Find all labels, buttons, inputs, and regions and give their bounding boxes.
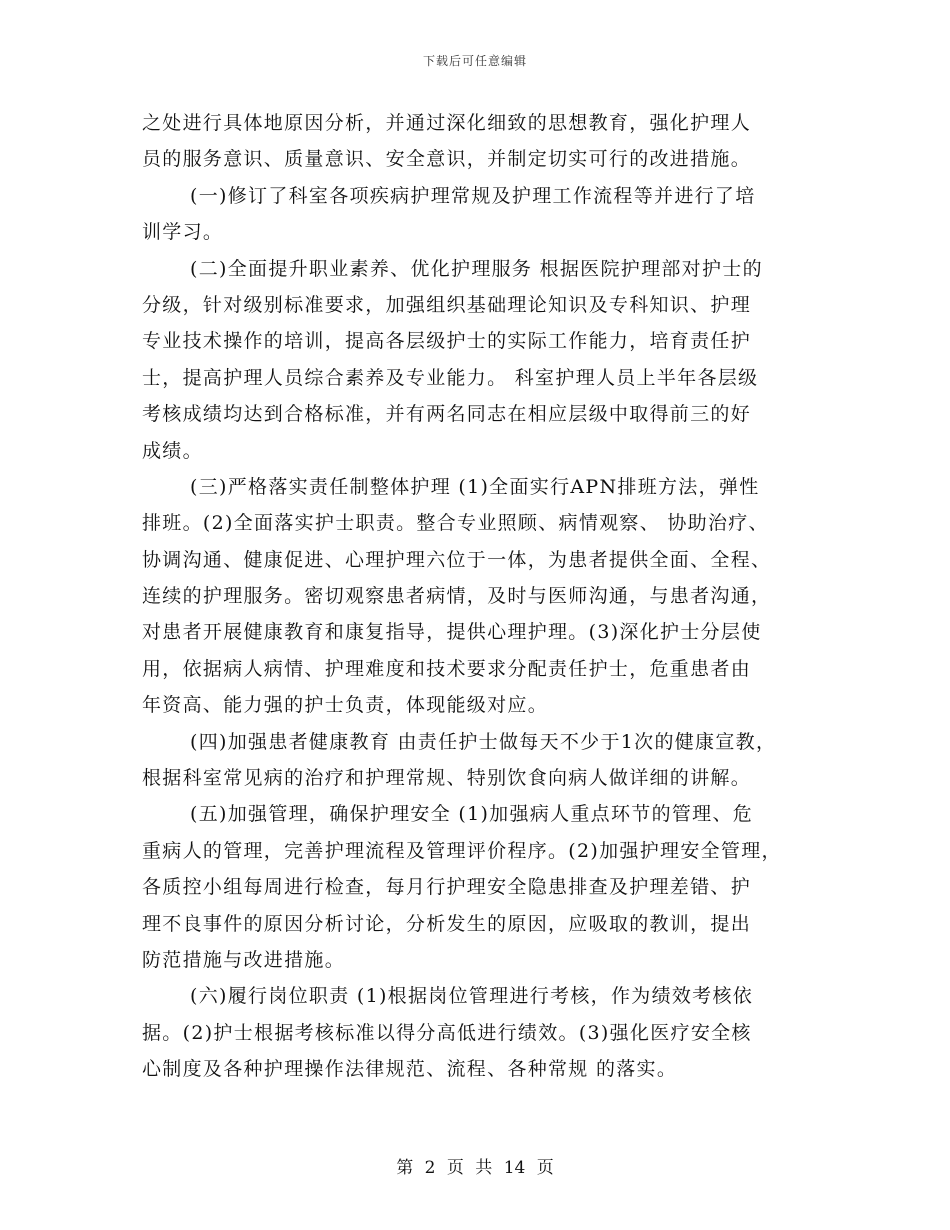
text-line: 根据科室常见病的治疗和护理常规、特别饮食向病人做详细的讲解。 — [142, 767, 752, 790]
text-line: 排班。(2)全面落实护士职责。整合专业照顾、病情观察、 协助治疗、 — [142, 512, 769, 535]
text-line: 考核成绩均达到合格标准，并有两名同志在相应层级中取得前三的好 — [142, 403, 752, 426]
text-line: (四)加强患者健康教育 由责任护士做每天不少于1次的健康宣教， — [190, 730, 777, 753]
text-line: 据。(2)护士根据考核标准以得分高低进行绩效。(3)强化医疗安全核 — [142, 1021, 752, 1044]
text-line: 训学习。 — [142, 221, 224, 244]
text-line: 理不良事件的原因分析讨论，分析发生的原因，应吸取的教训，提出 — [142, 912, 752, 935]
text-line: 分级，针对级别标准要求，加强组织基础理论知识及专科知识、护理 — [142, 293, 752, 316]
text-line: (五)加强管理，确保护理安全 (1)加强病人重点环节的管理、危 — [190, 803, 754, 826]
text-line: 协调沟通、健康促进、心理护理六位于一体，为患者提供全面、全程、 — [142, 548, 772, 571]
text-line: 防范措施与改进措施。 — [142, 948, 346, 971]
text-line: 对患者开展健康教育和康复指导，提供心理护理。(3)深化护士分层使 — [142, 621, 762, 644]
text-line: 重病人的管理，完善护理流程及管理评价程序。(2)加强护理安全管理， — [142, 839, 782, 862]
text-line: 士，提高护理人员综合素养及专业能力。 科室护理人员上半年各层级 — [142, 366, 759, 389]
text-line: 员的服务意识、质量意识、安全意识，并制定切实可行的改进措施。 — [142, 148, 752, 171]
text-line: 心制度及各种护理操作法律规范、流程、各种常规 的落实。 — [142, 1058, 678, 1081]
document-body — [142, 105, 812, 1088]
page-header: 下载后可任意编辑 — [422, 54, 527, 68]
text-line: 连续的护理服务。密切观察患者病情，及时与医师沟通，与患者沟通， — [142, 585, 772, 608]
text-line: (六)履行岗位职责 (1)根据岗位管理进行考核，作为绩效考核依 — [190, 985, 754, 1008]
text-line: (二)全面提升职业素养、优化护理服务 根据医院护理部对护士的 — [190, 257, 763, 280]
text-line: 年资高、能力强的护士负责，体现能级对应。 — [142, 694, 549, 717]
text-line: 各质控小组每周进行检查，每月行护理安全隐患排查及护理差错、护 — [142, 876, 752, 899]
text-line: (一)修订了科室各项疾病护理常规及护理工作流程等并进行了培 — [190, 184, 756, 207]
text-line: 之处进行具体地原因分析，并通过深化细致的思想教育，强化护理人 — [142, 112, 752, 134]
text-line: (三)严格落实责任制整体护理 (1)全面实行APN排班方法，弹性 — [190, 475, 760, 498]
page-footer: 第 2 页 共 14 页 — [396, 1158, 554, 1178]
text-line: 成绩。 — [142, 439, 203, 462]
text-line: 用，依据病人病情、护理难度和技术要求分配责任护士，危重患者由 — [142, 657, 752, 680]
text-line: 专业技术操作的培训，提高各层级护士的实际工作能力，培育责任护 — [142, 330, 752, 353]
